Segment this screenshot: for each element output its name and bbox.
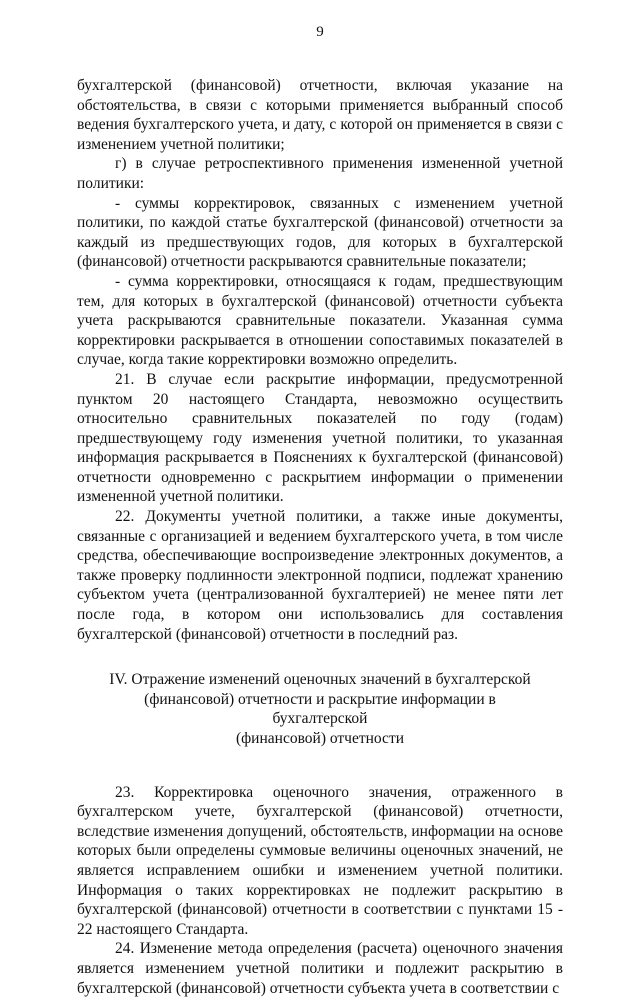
- paragraph-bullet-corrections: - суммы корректировок, связанных с изменением учетной политики, по каждой статье бухгалтерской (финансовой) отчетности за каждый из предшествующих годов, для которых в бухгалтерской (финансовой) отчетности раскрываются сравнительные показатели;: [77, 194, 563, 271]
- section-heading-iv: [97, 670, 543, 748]
- section-heading-line: (финансовой) отчетности: [235, 730, 405, 747]
- paragraph-24: 24. Изменение метода определения (расчета) оценочного значения является изменением учетной политики и подлежит раскрытию в бухгалтерской (финансовой) отчетности субъекта учета в соответствии с: [77, 940, 563, 997]
- section-heading-line: IV. Отражение изменений оценочных значений в бухгалтерской: [109, 671, 531, 689]
- section-heading-line: (финансовой) отчетности и раскрытие информации в бухгалтерской: [144, 690, 496, 728]
- paragraph-22: 22. Документы учетной политики, а также иные документы, связанные с организацией и ведением бухгалтерского учета, в том числе средства, обеспечивающие воспроизведение электронных документов, а также проверку подлинности электронной подписи, подлежат хранению субъектом учета (централизованной бухгалтерией) не менее пяти лет после года, в котором они использовались для составления бухгалтерской (финансовой) отчетности в последний раз.: [77, 508, 563, 643]
- paragraph-bullet-correction-sum: - сумма корректировки, относящаяся к годам, предшествующим тем, для которых в бухгалтерской (финансовой) отчетности субъекта учета раскрываются сравнительные показатели. Указанная сумма корректировки раскрывается в отношении сопоставимых показателей в случае, когда такие корректировки возможно определить.: [77, 272, 563, 369]
- page-number: 9: [316, 24, 324, 40]
- paragraph-continuation: бухгалтерской (финансовой) отчетности, включая указание на обстоятельства, в связи с которыми применяется выбранный способ ведения бухгалтерского учета, и дату, с которой он применяется в связи с изменением учетной политики;: [77, 77, 563, 153]
- paragraph-23: 23. Корректировка оценочного значения, отраженного в бухгалтерском учете, бухгалтерской (финансовой) отчетности, вследствие изменения допущений, обстоятельств, информации на основе которых были определены суммовые величины оценочных значений, не является исправлением ошибки и изменением учетной политики. Информация о таких корректировках не подлежит раскрытию в бухгалтерской (финансовой) отчетности в соответствии с пунктами 15 - 22 настоящего Стандарта.: [77, 783, 563, 938]
- paragraph-item-g: г) в случае ретроспективного применения измененной учетной политики:: [77, 155, 563, 192]
- paragraph-21: 21. В случае если раскрытие информации, предусмотренной пунктом 20 настоящего Стандарта, невозможно осуществить относительно сравнительных показателей по году (годам) предшествующему году изменения учетной политики, то указанная информация раскрывается в Пояснениях к бухгалтерской (финансовой) отчетности одновременно с раскрытием информации о применении измененной учетной политики.: [77, 370, 563, 506]
- document-body: [77, 76, 563, 998]
